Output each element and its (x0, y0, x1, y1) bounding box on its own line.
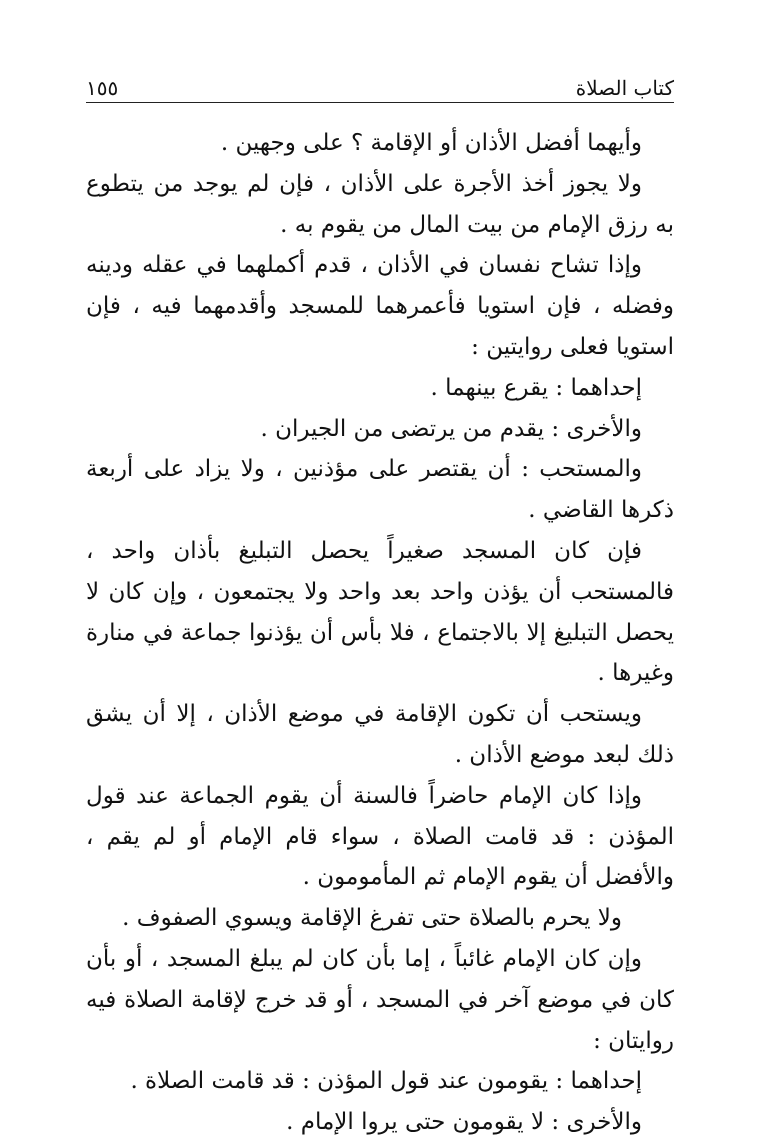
paragraph: والمستحب : أن يقتصر على مؤذنين ، ولا يزاد على أربعة ذكرها القاضي . (86, 456, 674, 524)
paragraph: وأيهما أفضل الأذان أو الإقامة ؟ على وجهين . (220, 130, 642, 156)
header-rule (86, 102, 674, 103)
paragraph: وإذا تشاح نفسان في الأذان ، قدم أكملهما في عقله ودينه وفضله ، فإن استويا فأعمرهما للمسجد وأقدمهما فيه ، فإن استويا فعلى روايتين : (86, 252, 674, 360)
paragraph: وإن كان الإمام غائباً ، إما بأن كان لم يبلغ المسجد ، أو بأن كان في موضع آخر في المسجد ، أو قد خرج لإقامة الصلاة فيه روايتان : (86, 945, 674, 1054)
paragraph: والأخرى : يقدم من يرتضى من الجيران . (260, 415, 642, 442)
paragraph: ولا يجوز أخذ الأجرة على الأذان ، فإن لم يوجد من يتطوع به رزق الإمام من بيت المال من يقوم به . (86, 170, 674, 238)
paragraph: فإن كان المسجد صغيراً يحصل التبليغ بأذان واحد ، فالمستحب أن يؤذن واحد بعد واحد ولا يجتمعون ، وإن كان لا يحصل التبليغ إلا بالاجتماع ، فلا بأس أن يؤذنوا جماعة في منارة وغيرها . (86, 537, 674, 687)
paragraph: ويستحب أن تكون الإقامة في موضع الأذان ، إلا أن يشق ذلك لبعد موضع الأذان . (86, 701, 674, 768)
running-title: كتاب الصلاة (575, 76, 674, 100)
page-header (86, 70, 674, 100)
paragraph: إحداهما : يقرع بينهما . (430, 374, 642, 401)
paragraph: إحداهما : يقومون عند قول المؤذن : قد قامت الصلاة . (130, 1068, 642, 1095)
paragraph: والأخرى : لا يقومون حتى يروا الإمام . (286, 1109, 642, 1136)
page-number: ١٥٥ (86, 76, 119, 100)
paragraph: وإذا كان الإمام حاضراً فالسنة أن يقوم الجماعة عند قول المؤذن : قد قامت الصلاة ، سواء قام الإمام أو لم يقم ، والأفضل أن يقوم الإمام ثم المأمومون . (86, 782, 674, 891)
paragraph: ولا يحرم بالصلاة حتى تفرغ الإقامة ويسوي الصفوف . (122, 905, 622, 932)
body-text (86, 123, 674, 1143)
